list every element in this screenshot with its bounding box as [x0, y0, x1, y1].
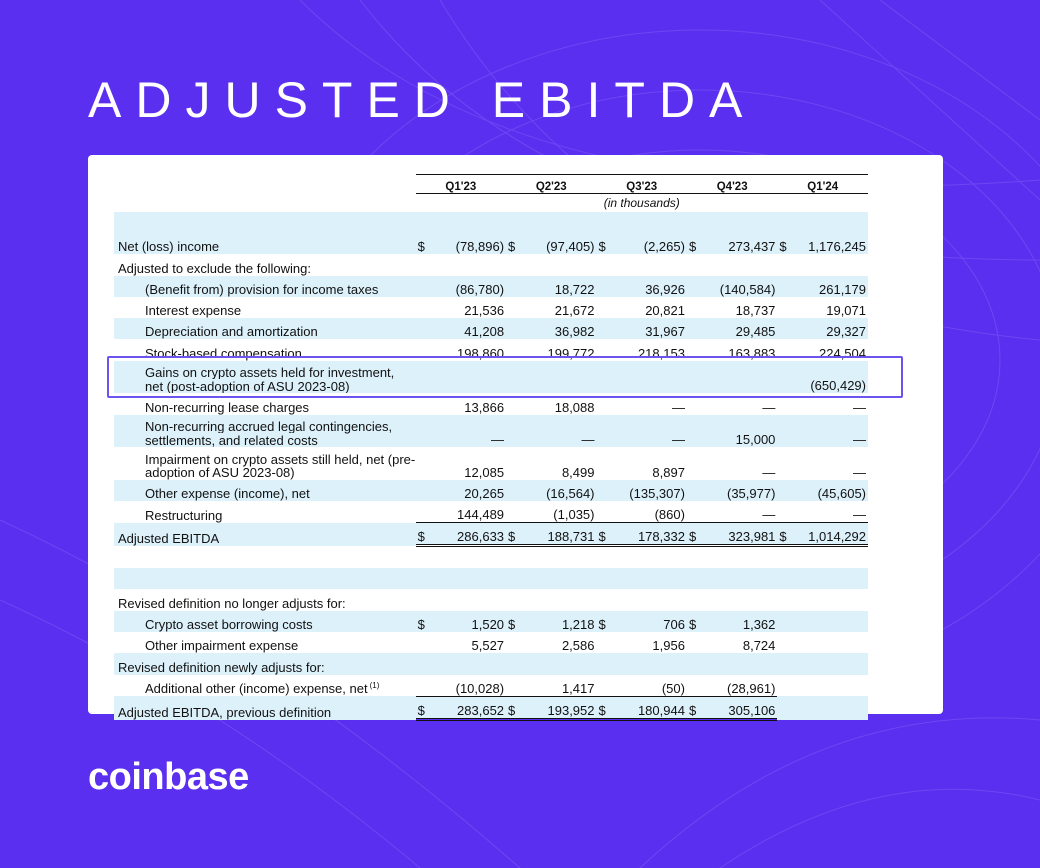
cell-value: (140,584): [701, 276, 777, 297]
dollar-sign: $: [416, 523, 430, 546]
table-row: [114, 415, 868, 448]
cell-value: 193,952: [520, 696, 596, 719]
cell-value: 286,633: [430, 523, 506, 546]
spacer-row: [114, 568, 868, 589]
cell-value: 305,106: [701, 696, 777, 719]
slide-title: ADJUSTED EBITDA: [88, 72, 757, 128]
coinbase-logo: coinbase: [88, 756, 249, 798]
dollar-sign: $: [597, 611, 611, 632]
dollar-sign: $: [687, 233, 701, 254]
cell-value: —: [611, 415, 687, 448]
cell-value: 1,956: [652, 638, 685, 654]
row-label: Revised definition no longer adjusts for:: [118, 595, 346, 611]
cell-value: 198,860: [457, 345, 505, 361]
cell-value: (28,961): [726, 680, 776, 696]
cell-value: 180,944: [611, 696, 687, 719]
dollar-sign: $: [597, 523, 611, 546]
cell-value: —: [430, 415, 506, 448]
cell-value: 20,265: [430, 480, 506, 501]
dollar-sign: $: [416, 611, 430, 632]
row-label: (Benefit from) provision for income taxes: [145, 281, 379, 297]
cell-value: [791, 696, 868, 719]
cell-value: 323,981: [701, 523, 777, 546]
cell-value: 41,208: [430, 318, 506, 339]
cell-value: 29,327: [791, 318, 868, 339]
table-row: [114, 675, 868, 697]
cell-value: (35,977): [701, 480, 777, 501]
cell-value: 199,772: [547, 345, 595, 361]
cell-value: 1,014,292: [791, 523, 868, 546]
table-row: [114, 523, 868, 546]
cell-value: 13,866: [464, 399, 505, 415]
cell-value: [520, 361, 596, 394]
table-row: [114, 233, 868, 254]
cell-value: [611, 653, 687, 674]
table-row: [114, 447, 868, 480]
row-label: Stock-based compensation: [145, 345, 302, 361]
cell-value: [611, 254, 687, 275]
table-row: [114, 254, 868, 275]
row-label: Gains on crypto assets held for investment, net (post-adoption of ASU 2023-08): [145, 365, 395, 394]
cell-value: [701, 589, 777, 610]
table-row: [114, 297, 868, 318]
cell-value: 21,536: [464, 303, 505, 319]
cell-value: 5,527: [471, 638, 505, 654]
cell-value: —: [762, 464, 776, 480]
row-label: Depreciation and amortization: [145, 324, 318, 340]
units-row: [114, 194, 868, 213]
cell-value: (650,429): [791, 361, 868, 394]
spacer-row: [114, 212, 868, 233]
row-label: Adjusted EBITDA, previous definition: [118, 704, 332, 720]
cell-value: 19,071: [826, 303, 866, 319]
row-label: Net (loss) income: [118, 239, 220, 255]
table-row: [114, 339, 868, 360]
dollar-sign: $: [506, 233, 520, 254]
cell-value: (16,564): [520, 480, 596, 501]
column-header: Q1'23: [416, 175, 506, 194]
column-header: Q1'24: [777, 175, 868, 194]
cell-value: 1,520: [430, 611, 506, 632]
cell-value: (50): [661, 680, 685, 696]
column-header: Q2'23: [506, 175, 596, 194]
cell-value: [430, 653, 506, 674]
cell-value: (97,405): [520, 233, 596, 254]
dollar-sign: $: [506, 696, 520, 719]
row-label: Non-recurring lease charges: [145, 399, 310, 415]
dollar-sign: $: [416, 233, 430, 254]
cell-value: (135,307): [611, 480, 687, 501]
cell-value: 144,489: [457, 507, 505, 523]
table-row: [114, 501, 868, 523]
cell-value: —: [762, 399, 776, 415]
dollar-sign: $: [506, 523, 520, 546]
row-label: Adjusted EBITDA: [118, 530, 220, 546]
cell-value: 18,088: [554, 399, 595, 415]
cell-value: 18,737: [735, 303, 776, 319]
cell-value: 2,586: [561, 638, 595, 654]
cell-value: 283,652: [430, 696, 506, 719]
cell-value: 12,085: [464, 464, 505, 480]
cell-value: 1,218: [520, 611, 596, 632]
table-row: [114, 276, 868, 297]
cell-value: —: [520, 415, 596, 448]
cell-value: [520, 653, 596, 674]
table-row: [114, 632, 868, 653]
cell-value: (78,896): [430, 233, 506, 254]
cell-value: [791, 653, 868, 674]
cell-value: —: [791, 415, 868, 448]
dollar-sign: $: [687, 523, 701, 546]
cell-value: 36,926: [611, 276, 687, 297]
cell-value: 224,504: [819, 345, 866, 361]
cell-value: 8,897: [652, 464, 685, 480]
row-label: Revised definition newly adjusts for:: [118, 659, 325, 675]
table-row: [114, 611, 868, 632]
row-label: Restructuring: [145, 507, 223, 523]
cell-value: 178,332: [611, 523, 687, 546]
cell-value: [701, 254, 777, 275]
cell-value: —: [853, 507, 866, 523]
cell-value: 261,179: [791, 276, 868, 297]
adjusted-ebitda-table: [114, 174, 868, 721]
row-label: Other impairment expense: [145, 638, 299, 654]
cell-value: [430, 589, 506, 610]
cell-value: (45,605): [791, 480, 868, 501]
cell-value: [611, 589, 687, 610]
cell-value: (86,780): [430, 276, 506, 297]
cell-value: (2,265): [611, 233, 687, 254]
header-spacer: [114, 175, 416, 194]
cell-value: 31,967: [611, 318, 687, 339]
row-label: Non-recurring accrued legal contingencies, settlements, and related costs: [145, 419, 393, 448]
cell-value: 8,724: [742, 638, 776, 654]
table-row: [114, 653, 868, 674]
cell-value: [701, 361, 777, 394]
cell-value: —: [762, 507, 776, 523]
column-header: Q3'23: [597, 175, 687, 194]
dollar-sign: $: [777, 233, 791, 254]
row-label: Crypto asset borrowing costs: [145, 617, 313, 633]
cell-value: [791, 254, 868, 275]
units-label: (in thousands): [603, 196, 680, 210]
column-header: Q4'23: [687, 175, 777, 194]
row-label: Other expense (income), net: [145, 485, 310, 501]
cell-value: [701, 653, 777, 674]
cell-value: 20,821: [645, 303, 685, 319]
table-row: [114, 589, 868, 610]
cell-value: [430, 254, 506, 275]
column-header-row: [114, 175, 868, 194]
cell-value: —: [671, 399, 685, 415]
row-label: Impairment on crypto assets still held, net (pre-adoption of ASU 2023-08): [145, 451, 416, 480]
dollar-sign: $: [597, 696, 611, 719]
table-row: [114, 393, 868, 414]
cell-value: (1,035): [553, 507, 595, 523]
spacer-row: [114, 546, 868, 569]
cell-value: —: [853, 399, 866, 415]
row-label: Additional other (income) expense, net: [145, 681, 368, 697]
cell-value: 188,731: [520, 523, 596, 546]
dollar-sign: $: [687, 611, 701, 632]
cell-value: 1,362: [701, 611, 777, 632]
cell-value: 18,722: [520, 276, 596, 297]
financial-table-card: [88, 155, 943, 720]
dollar-sign: $: [416, 696, 430, 719]
footnote-marker: (1): [369, 681, 380, 691]
cell-value: 21,672: [554, 303, 595, 319]
cell-value: [611, 361, 687, 394]
table-row: [114, 318, 868, 339]
cell-value: [791, 589, 868, 610]
table-row: [114, 361, 868, 394]
cell-value: [791, 675, 868, 697]
cell-value: (10,028): [455, 680, 505, 696]
cell-value: [430, 361, 506, 394]
cell-value: 29,485: [701, 318, 777, 339]
dollar-sign: $: [777, 523, 791, 546]
cell-value: [791, 611, 868, 632]
table-row: [114, 480, 868, 501]
cell-value: 706: [611, 611, 687, 632]
cell-value: [520, 589, 596, 610]
dollar-sign: $: [687, 696, 701, 719]
row-label: Interest expense: [145, 303, 242, 319]
cell-value: (860): [654, 507, 685, 523]
cell-value: —: [853, 464, 866, 480]
dollar-sign: $: [597, 233, 611, 254]
cell-value: 218,153: [637, 345, 685, 361]
cell-value: 1,417: [561, 680, 595, 696]
cell-value: 273,437: [701, 233, 777, 254]
cell-value: 36,982: [520, 318, 596, 339]
cell-value: 1,176,245: [791, 233, 868, 254]
cell-value: 163,883: [728, 345, 776, 361]
table-row: [114, 696, 868, 719]
row-label: Adjusted to exclude the following:: [118, 260, 311, 276]
cell-value: [791, 632, 868, 653]
cell-value: 15,000: [701, 415, 777, 448]
cell-value: 8,499: [561, 464, 595, 480]
cell-value: [520, 254, 596, 275]
dollar-sign: $: [506, 611, 520, 632]
